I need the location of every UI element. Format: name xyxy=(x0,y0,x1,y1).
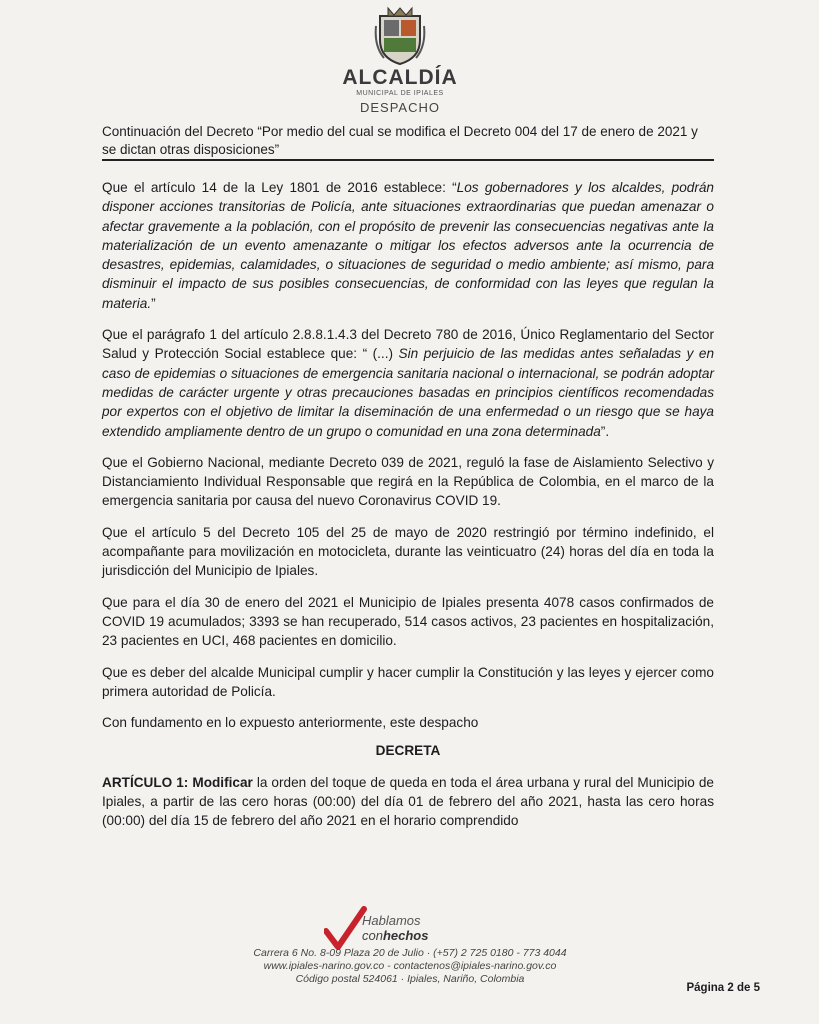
slogan-line-2: conhechos xyxy=(362,928,429,943)
article-1: ARTÍCULO 1: Modificar la orden del toque de queda en toda el área urbana y rural del Municipio de Ipiales, a partir de las cero horas (00:00) del día 01 de febrero del año 2021, hasta las cero horas (00:00) del día 15 de febrero del año 2021 en el horario comprendido xyxy=(102,774,714,829)
decreta-title: DECRETA xyxy=(375,743,441,759)
footer-address: Carrera 6 No. 8-09 Plaza 20 de Julio · (+57) 2 725 0180 - 773 4044 xyxy=(253,947,567,959)
paragraph-decree-780: Que el parágrafo 1 del artículo 2.8.8.1.4.3 del Decreto 780 de 2016, Único Reglamentario del Sector Salud y Protección Social establece que: “ (...) Sin perjuicio de las medidas antes señaladas y en caso de epidemias o situaciones de emergencia sanitaria nacional o internacional, se podrán adoptar medidas de carácter urgente y otras precauciones basadas en principios científicos recomendadas por expertos con el objetivo de limitar la diseminación de una enfermedad o un riesgo que se haya extendido ampliamente dentro de un grupo o comunidad en una zona determinada”. xyxy=(102,327,715,439)
paragraph-decree-039: Que el Gobierno Nacional, mediante Decreto 039 de 2021, reguló la fase de Aislamiento Selectivo y Distanciamiento Individual Responsable que regirá en la República de Colombia, en el marco de la emergencia sanitaria por causa del nuevo Coronavirus COVID 19. xyxy=(102,454,714,509)
footer-contact xyxy=(150,947,670,986)
page-number: Página 2 de 5 xyxy=(686,982,760,994)
decree-body xyxy=(102,178,714,843)
paragraph-law-1801: Que el artículo 14 de la Ley 1801 de 2016 establece: “Los gobernadores y los alcaldes, podrán disponer acciones transitorias de Policía, ante situaciones extraordinarias que puedan amenazar o afectar gravemente a la población, con el propósito de prevenir las consecuencias negativas ante la materialización de un evento amenazante o mitigar los efectos adversos ante la ocurrencia de desastres, epidemias, calamidades, o situaciones de seguridad o medio ambiente; así mismo, para disminuir el impacto de sus posibles consecuencias, de conformidad con las leyes que regulan la materia.” xyxy=(102,180,714,311)
continuation-heading: Continuación del Decreto “Por medio del cual se modifica el Decreto 004 del 17 de enero de 2021 y se dictan otras disposiciones” xyxy=(102,124,698,157)
office-name: DESPACHO xyxy=(360,100,440,115)
municipal-crest-icon xyxy=(374,6,426,66)
article-1-verb: Modificar xyxy=(192,774,253,790)
footer-postal: Código postal 524061 · Ipiales, Nariño, Colombia xyxy=(295,973,525,985)
paragraph-basis: Con fundamento en lo expuesto anteriormente, este despacho xyxy=(102,715,479,731)
heading-divider xyxy=(102,159,714,161)
article-1-label: ARTÍCULO 1: xyxy=(102,774,189,790)
paragraph-covid-stats: Que para el día 30 de enero del 2021 el Municipio de Ipiales presenta 4078 casos confirmados de COVID 19 acumulados; 3393 se han recuperado, 514 casos activos, 23 pacientes en hospitalización, 23 pacientes en UCI, 468 pacientes en domicilio. xyxy=(102,594,714,649)
slogan-line-1: Hablamos xyxy=(362,913,421,928)
entity-subtitle: MUNICIPAL DE IPIALES xyxy=(356,90,444,97)
paragraph-decree-105: Que el artículo 5 del Decreto 105 del 25 de mayo de 2020 restringió por término indefinido, el acompañante para movilización en motocicleta, durante las veinticuatro (24) horas del día en toda la jurisdicción del Municipio de Ipiales. xyxy=(102,524,714,579)
entity-name: ALCALDÍA xyxy=(342,66,458,89)
footer-web: www.ipiales-narino.gov.co - contactenos@ipiales-narino.gov.co xyxy=(263,960,557,972)
paragraph-mayor-duty: Que es deber del alcalde Municipal cumplir y hacer cumplir la Constitución y las leyes y ejercer como primera autoridad de Policía. xyxy=(102,664,714,699)
